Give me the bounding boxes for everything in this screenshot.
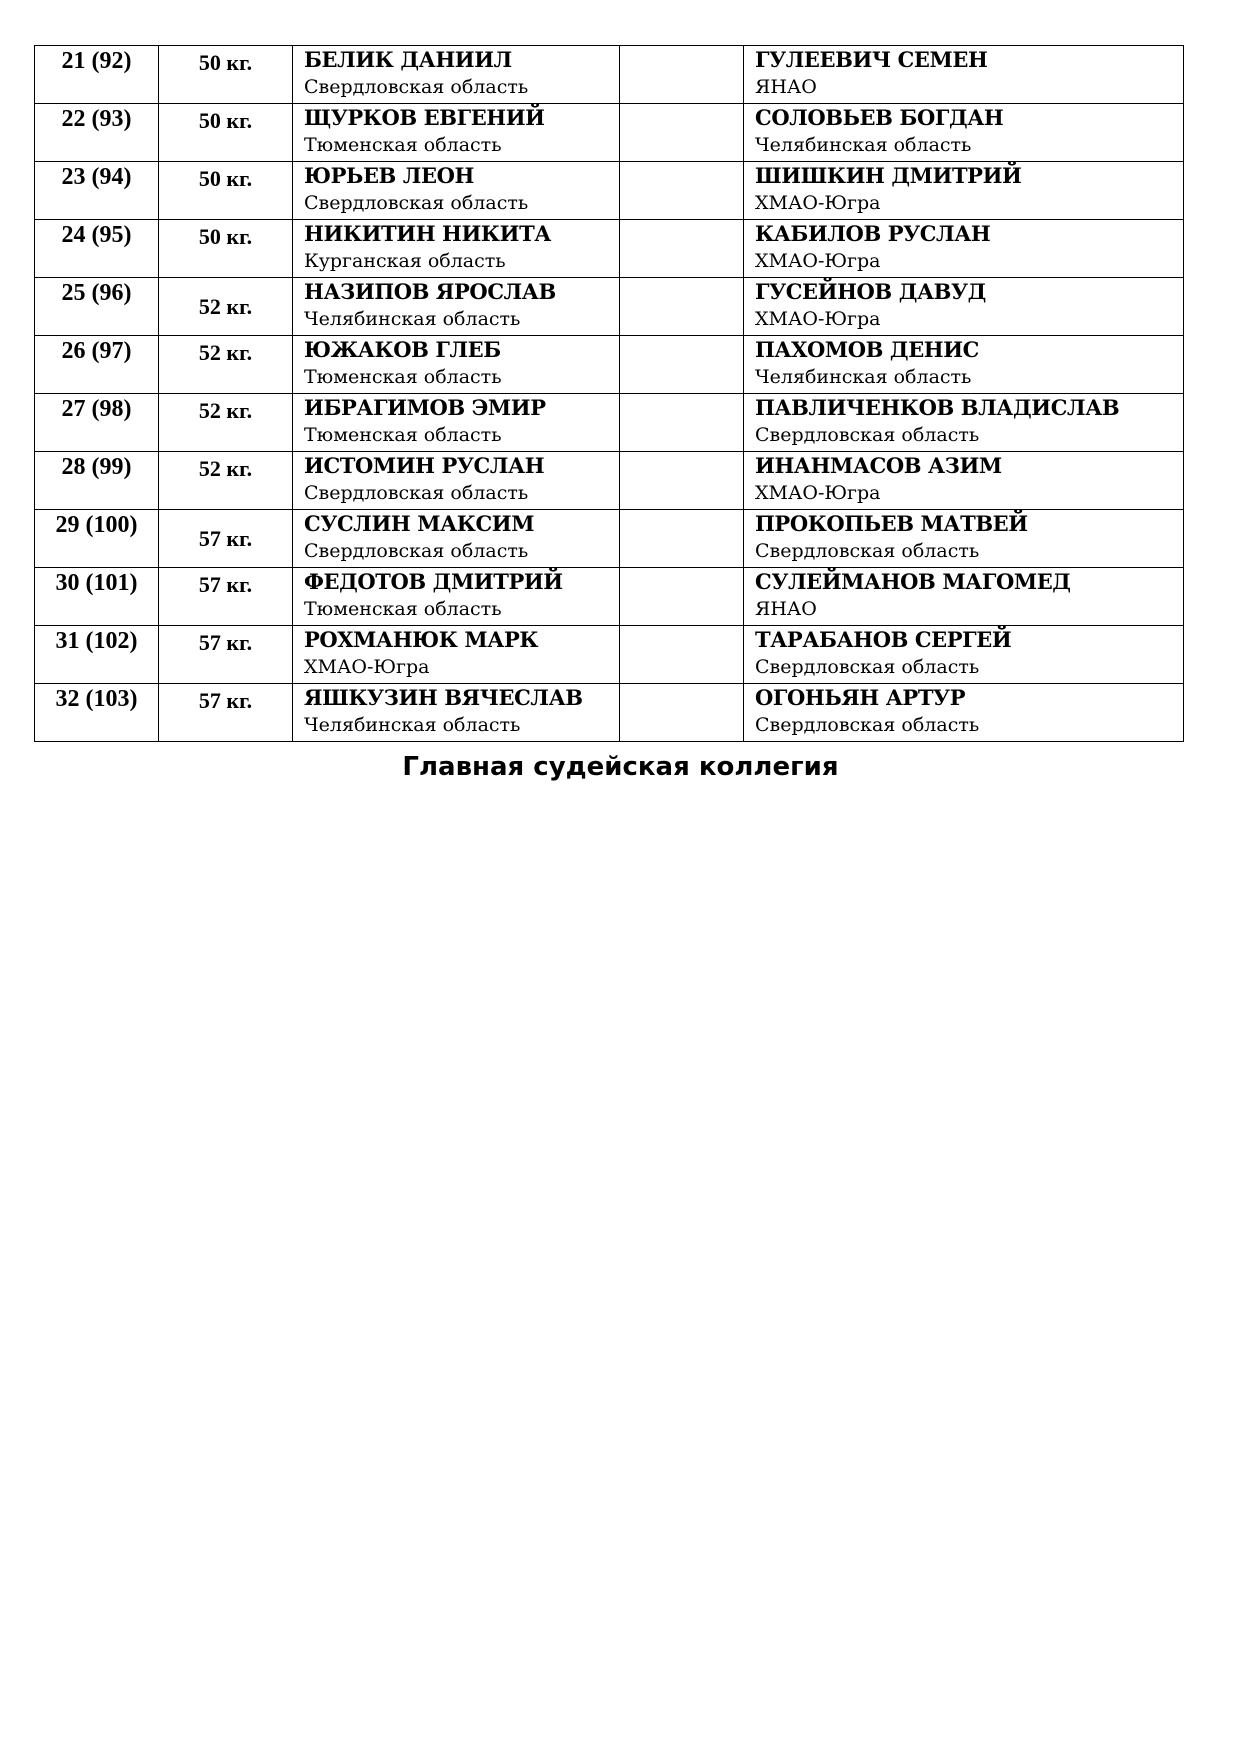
blue-corner-athlete	[744, 510, 1184, 568]
athlete-name: ПАВЛИЧЕНКОВ ВЛАДИСЛАВ	[755, 395, 1120, 420]
result-cell	[620, 104, 744, 162]
bout-row	[35, 568, 1184, 626]
weight-class: 57 кг.	[159, 684, 293, 742]
athlete-name: ПАХОМОВ ДЕНИС	[755, 337, 979, 362]
athlete-name: ИНАНМАСОВ АЗИМ	[755, 453, 1002, 478]
athlete-name: ПРОКОПЬЕВ МАТВЕЙ	[755, 511, 1028, 536]
result-cell	[620, 336, 744, 394]
bout-number: 30 (101)	[35, 568, 159, 626]
result-cell	[620, 220, 744, 278]
athlete-region: ХМАО-Югра	[304, 656, 430, 678]
result-cell	[620, 278, 744, 336]
athlete-region: Свердловская область	[304, 482, 529, 504]
athlete-region: ХМАО-Югра	[755, 192, 881, 214]
athlete-name: НИКИТИН НИКИТА	[304, 221, 552, 246]
result-cell	[620, 626, 744, 684]
athlete-name: КАБИЛОВ РУСЛАН	[755, 221, 991, 246]
weight-class: 57 кг.	[159, 510, 293, 568]
bout-number: 26 (97)	[35, 336, 159, 394]
athlete-region: Курганская область	[304, 250, 506, 272]
athlete-region: Челябинская область	[304, 308, 521, 330]
athlete-name: ФЕДОТОВ ДМИТРИЙ	[304, 569, 563, 594]
red-corner-athlete	[293, 510, 620, 568]
bout-number: 27 (98)	[35, 394, 159, 452]
red-corner-athlete	[293, 626, 620, 684]
athlete-region: Свердловская область	[755, 714, 980, 736]
athlete-name: ЮЖАКОВ ГЛЕБ	[304, 337, 501, 362]
bouts-table-body	[35, 46, 1184, 742]
athlete-region: Свердловская область	[304, 540, 529, 562]
athlete-name: ТАРАБАНОВ СЕРГЕЙ	[755, 627, 1012, 652]
athlete-region: ЯНАО	[755, 76, 817, 98]
athlete-name: ИСТОМИН РУСЛАН	[304, 453, 545, 478]
red-corner-athlete	[293, 162, 620, 220]
athlete-name: ГУСЕЙНОВ ДАВУД	[755, 279, 986, 304]
athlete-name: СОЛОВЬЕВ БОГДАН	[755, 105, 1004, 130]
bout-number: 25 (96)	[35, 278, 159, 336]
athlete-region: Тюменская область	[304, 598, 502, 620]
weight-class: 52 кг.	[159, 278, 293, 336]
weight-class: 50 кг.	[159, 220, 293, 278]
athlete-region: Тюменская область	[304, 134, 502, 156]
athlete-name: БЕЛИК ДАНИИЛ	[304, 47, 512, 72]
blue-corner-athlete	[744, 278, 1184, 336]
blue-corner-athlete	[744, 46, 1184, 104]
athlete-name: ГУЛЕЕВИЧ СЕМЕН	[755, 47, 988, 72]
athlete-name: ЩУРКОВ ЕВГЕНИЙ	[304, 105, 545, 130]
blue-corner-athlete	[744, 394, 1184, 452]
athlete-region: Тюменская область	[304, 366, 502, 388]
athlete-region: ХМАО-Югра	[755, 482, 881, 504]
red-corner-athlete	[293, 220, 620, 278]
result-cell	[620, 568, 744, 626]
athlete-name: ЮРЬЕВ ЛЕОН	[304, 163, 474, 188]
athlete-region: Тюменская область	[304, 424, 502, 446]
blue-corner-athlete	[744, 162, 1184, 220]
red-corner-athlete	[293, 336, 620, 394]
athlete-region: Свердловская область	[755, 424, 980, 446]
weight-class: 57 кг.	[159, 568, 293, 626]
result-cell	[620, 510, 744, 568]
result-cell	[620, 452, 744, 510]
bout-row	[35, 626, 1184, 684]
bout-number: 28 (99)	[35, 452, 159, 510]
athlete-name: НАЗИПОВ ЯРОСЛАВ	[304, 279, 556, 304]
athlete-region: ХМАО-Югра	[755, 308, 881, 330]
bout-row	[35, 510, 1184, 568]
athlete-name: СУСЛИН МАКСИМ	[304, 511, 535, 536]
athlete-region: Свердловская область	[304, 192, 529, 214]
bout-number: 23 (94)	[35, 162, 159, 220]
weight-class: 52 кг.	[159, 394, 293, 452]
bout-number: 24 (95)	[35, 220, 159, 278]
athlete-name: ШИШКИН ДМИТРИЙ	[755, 163, 1022, 188]
bout-row	[35, 278, 1184, 336]
blue-corner-athlete	[744, 104, 1184, 162]
weight-class: 52 кг.	[159, 336, 293, 394]
bout-row	[35, 104, 1184, 162]
judges-panel-title: Главная судейская коллегия	[402, 752, 839, 782]
athlete-region: Челябинская область	[755, 366, 972, 388]
bout-row	[35, 336, 1184, 394]
blue-corner-athlete	[744, 626, 1184, 684]
red-corner-athlete	[293, 104, 620, 162]
athlete-region: Челябинская область	[304, 714, 521, 736]
blue-corner-athlete	[744, 684, 1184, 742]
red-corner-athlete	[293, 394, 620, 452]
bout-row	[35, 162, 1184, 220]
bout-number: 29 (100)	[35, 510, 159, 568]
athlete-region: ХМАО-Югра	[755, 250, 881, 272]
bout-number: 32 (103)	[35, 684, 159, 742]
result-cell	[620, 684, 744, 742]
red-corner-athlete	[293, 46, 620, 104]
bout-number: 22 (93)	[35, 104, 159, 162]
result-cell	[620, 46, 744, 104]
athlete-region: Свердловская область	[304, 76, 529, 98]
bout-row	[35, 394, 1184, 452]
athlete-name: ЯШКУЗИН ВЯЧЕСЛАВ	[304, 685, 583, 710]
bout-row	[35, 220, 1184, 278]
red-corner-athlete	[293, 278, 620, 336]
weight-class: 52 кг.	[159, 452, 293, 510]
athlete-name: СУЛЕЙМАНОВ МАГОМЕД	[755, 569, 1071, 594]
athlete-region: Свердловская область	[755, 540, 980, 562]
red-corner-athlete	[293, 568, 620, 626]
bout-row	[35, 452, 1184, 510]
bout-row	[35, 684, 1184, 742]
athlete-region: ЯНАО	[755, 598, 817, 620]
weight-class: 50 кг.	[159, 104, 293, 162]
bout-number: 21 (92)	[35, 46, 159, 104]
blue-corner-athlete	[744, 568, 1184, 626]
weight-class: 57 кг.	[159, 626, 293, 684]
weight-class: 50 кг.	[159, 46, 293, 104]
athlete-region: Челябинская область	[755, 134, 972, 156]
result-cell	[620, 394, 744, 452]
red-corner-athlete	[293, 452, 620, 510]
red-corner-athlete	[293, 684, 620, 742]
weight-class: 50 кг.	[159, 162, 293, 220]
bout-row	[35, 46, 1184, 104]
blue-corner-athlete	[744, 336, 1184, 394]
athlete-region: Свердловская область	[755, 656, 980, 678]
bout-number: 31 (102)	[35, 626, 159, 684]
athlete-name: ОГОНЬЯН АРТУР	[755, 685, 966, 710]
blue-corner-athlete	[744, 452, 1184, 510]
athlete-name: ИБРАГИМОВ ЭМИР	[304, 395, 546, 420]
result-cell	[620, 162, 744, 220]
athlete-name: РОХМАНЮК МАРК	[304, 627, 539, 652]
bouts-table	[34, 45, 1184, 742]
blue-corner-athlete	[744, 220, 1184, 278]
